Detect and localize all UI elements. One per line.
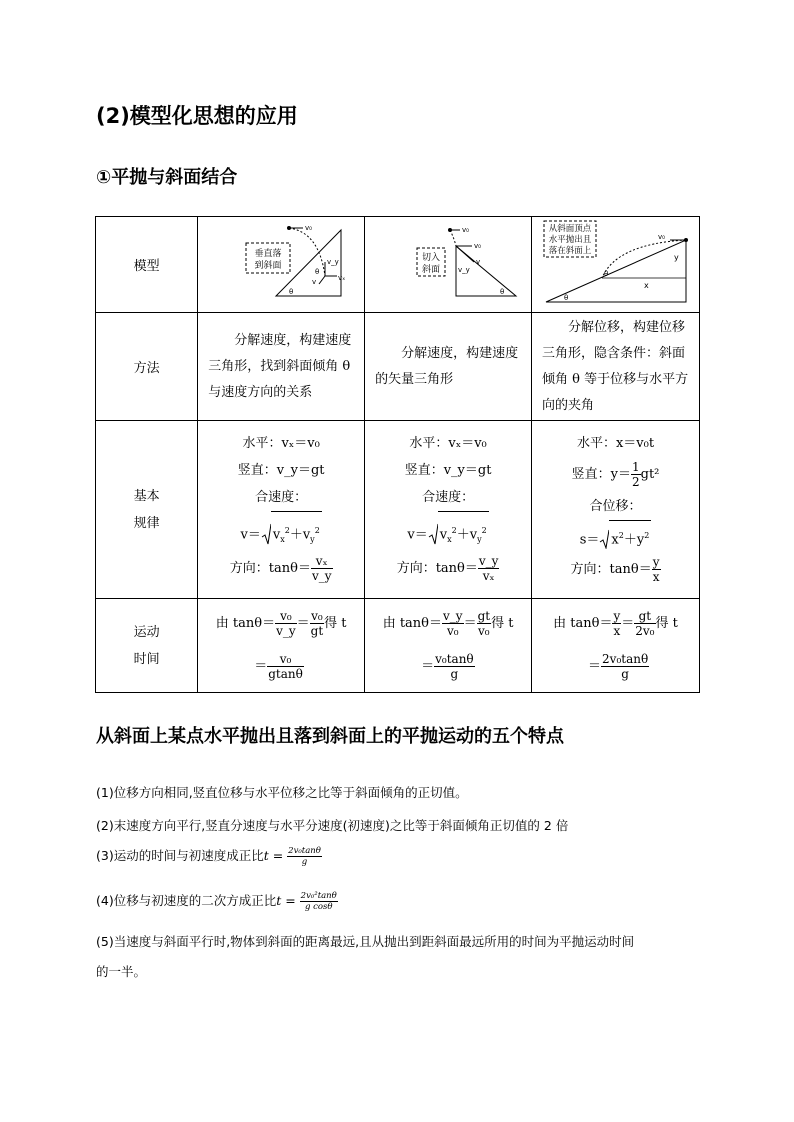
diagram-2-label-line-2: 斜面 (422, 264, 441, 275)
time-label-line-1: 运动 (133, 624, 160, 640)
row-label-law (96, 421, 198, 599)
section-heading: (2)模型化思想的应用 (96, 104, 298, 128)
feature-4-den: g cosθ (304, 902, 333, 912)
diagram-1-v: v (312, 277, 317, 286)
time-3-f2-den: 2v₀ (635, 623, 655, 638)
feature-4-eq: = (281, 893, 300, 908)
diagram-2-vy: v_y (458, 265, 470, 274)
law-1-dir-den: v_y (311, 569, 332, 583)
time-1-result-num: v₀ (267, 652, 304, 667)
time-2-result (365, 645, 531, 689)
time-3-f1-den: x (613, 623, 621, 638)
method-text-1: 分解速度，构建速度三角形，找到斜面倾角 θ 与速度方向的关系 (208, 332, 352, 400)
law-1-direction (198, 549, 364, 589)
diagram-2-label-line-1: 切入 (422, 252, 441, 263)
time-2-result-den: g (450, 666, 459, 681)
row-label-method: 方法 (96, 313, 198, 421)
feature-5-line-2: 的一半。 (96, 964, 147, 979)
time-2-prefix: 由 tanθ＝ (382, 615, 442, 631)
time-3-result (532, 645, 699, 689)
law-2-vertical: 竖直：v_y＝gt (404, 463, 492, 478)
time-3-result-num: 2v₀tanθ (602, 651, 649, 666)
feature-3-eq: = (268, 848, 288, 863)
method-cell-2 (365, 313, 532, 421)
law-3-dir-den: x (652, 569, 660, 584)
law-2-combined-label: 合速度： (422, 490, 475, 505)
diagram-2-vx: v₀ (474, 241, 482, 250)
time-3-f2-num: gt (634, 609, 655, 624)
time-1-eq: ＝ (254, 658, 268, 674)
law-3-combined-label: 合位移： (589, 498, 642, 514)
law-3-dir-num: y (652, 554, 660, 569)
diagram-1-v0: v₀ (305, 223, 313, 232)
time-1-f1-den: v_y (276, 623, 296, 638)
law-3-half-den: 2 (631, 474, 640, 489)
feature-3 (96, 846, 322, 867)
row-label-model: 模型 (96, 217, 198, 313)
law-3-half-num: 1 (631, 459, 640, 474)
feature-2: (2)末速度方向平行,竖直分速度与水平分速度(初速度)之比等于斜面倾角正切值的 2 倍 (96, 818, 569, 833)
method-text-2: 分解速度，构建速度的矢量三角形 (375, 345, 519, 387)
table-row-time (96, 599, 700, 693)
feature-4-text: (4)位移与初速度的二次方成正比 (96, 893, 277, 908)
law-3-horizontal: 水平：x＝v₀t (576, 435, 655, 451)
law-2-dir-prefix: 方向：tanθ＝ (396, 561, 478, 576)
diagram-cell-1 (198, 217, 365, 313)
row-label-time (96, 599, 198, 693)
time-1-suffix: 得 t (324, 615, 347, 631)
time-1-f2-den: gt (310, 623, 324, 638)
law-label-line-1: 基本 (133, 488, 160, 504)
time-2-f2-num: gt (477, 608, 491, 623)
law-3-s-prefix: s＝ (579, 531, 600, 547)
diagram-1-vy: v_y (327, 257, 339, 266)
law-1-v-prefix: v＝ (240, 527, 261, 543)
law-cell-3 (532, 421, 700, 599)
time-1-f2-num: v₀ (311, 608, 323, 623)
diagram-1-theta-top: θ (315, 267, 320, 276)
time-2-relation: 由 tanθ＝ $\frac{v\_y}{\text{v₀}}$ ＝ $\frac{gt}{\text{v₀}}$ 得 t (382, 608, 514, 638)
method-text-3: 分解位移，构建位移三角形，隐含条件：斜面倾角 θ 等于位移与水平方向的夹角 (542, 319, 689, 413)
feature-3-num: 2v₀tanθ (288, 846, 321, 856)
time-3-prefix: 由 tanθ＝ (553, 615, 613, 631)
feature-4 (96, 891, 338, 912)
time-3-f1-num: y (613, 608, 621, 623)
time-label-line-2: 时间 (133, 651, 160, 667)
feature-5-line-1: (5)当速度与斜面平行时,物体到斜面的距离最远,且从抛出到距斜面最远所用的时间为平抛运动时间 (96, 934, 635, 949)
time-3-suffix: 得 t (655, 615, 678, 631)
feature-4-t: t (276, 893, 282, 908)
time-3-relation: 由 tanθ＝ $\frac{y}{x}$ ＝ $\frac{gt}{\text{2v₀}}$ 得 t (553, 608, 678, 638)
diagram-3-theta-mid: θ (603, 269, 608, 278)
table-row-model (96, 217, 700, 313)
diagram-1-label-line-1: 垂直落 (254, 248, 282, 259)
diagram-3-y: y (673, 252, 679, 262)
diagram-3-v0: v₀ (657, 232, 665, 241)
time-2-result-num: v₀tanθ (435, 651, 474, 666)
law-cell-2 (365, 421, 532, 599)
table-row-method (96, 313, 700, 421)
table-row-law (96, 421, 700, 599)
time-1-relation: 由 tanθ＝ $\frac{\text{v₀}}{v\_y}$ ＝ $\frac{\text{v₀}}{gt}$ 得 t (215, 608, 347, 638)
law-1-horizontal: 水平：vₓ＝v₀ (242, 436, 320, 451)
diagram-3-theta-base: θ (563, 293, 568, 302)
diagram-2-v: v (476, 257, 481, 266)
time-1-result-den: gtanθ (268, 666, 303, 681)
feature-3-text: (3)运动的时间与初速度成正比 (96, 848, 264, 863)
law-1-combined-label: 合速度： (255, 490, 308, 505)
perpendicular-landing-diagram (201, 218, 361, 308)
law-3-direction (532, 550, 699, 590)
features-title: 从斜面上某点水平抛出且落到斜面上的平抛运动的五个特点 (96, 726, 564, 747)
diagram-1-theta-base: θ (289, 287, 294, 296)
time-2-f2-den: v₀ (478, 623, 490, 638)
law-3-dir-prefix: 方向：tanθ＝ (570, 561, 652, 577)
law-1-dir-num: vₓ (311, 554, 333, 569)
sub-heading: ①平抛与斜面结合 (96, 167, 238, 188)
method-cell-3 (532, 313, 700, 421)
law-2-dir-den: vₓ (482, 569, 495, 583)
diagram-1-label-line-2: 到斜面 (254, 260, 282, 271)
time-cell-3 (532, 599, 700, 693)
feature-1: (1)位移方向相同,竖直位移与水平位移之比等于斜面倾角的正切值。 (96, 785, 468, 800)
law-label-line-2: 规律 (133, 515, 160, 531)
time-2-eq: ＝ (421, 658, 435, 674)
tangent-entry-diagram (368, 218, 528, 308)
law-2-direction (365, 549, 531, 589)
time-3-result-den: g (621, 666, 629, 681)
time-cell-1 (198, 599, 365, 693)
law-3-vertical-prefix: 竖直：y＝ (571, 466, 631, 482)
diagram-2-theta: θ (500, 287, 505, 296)
time-1-f1-num: v₀ (275, 609, 297, 624)
law-1-speed: $v= v_x^2+v_y^2$ (198, 511, 364, 549)
time-cell-2 (365, 599, 532, 693)
diagram-3-label-line-2: 水平抛出且 (548, 234, 591, 245)
law-2-horizontal: 水平：vₓ＝v₀ (409, 436, 487, 451)
law-2-speed: $v= v_x^2+v_y^2$ (365, 511, 531, 549)
law-2-v-prefix: v＝ (407, 527, 428, 543)
law-3-vertical (532, 457, 699, 493)
diagram-cell-2 (365, 217, 532, 313)
law-cell-1 (198, 421, 365, 599)
time-1-result (198, 645, 364, 689)
feature-4-num: 2v₀²tanθ (300, 891, 337, 901)
feature-3-t: t (263, 848, 269, 863)
time-2-suffix: 得 t (491, 615, 514, 631)
feature-3-den: g (301, 857, 308, 867)
law-3-vertical-suffix: gt² (640, 466, 660, 482)
top-launch-diagram (536, 218, 696, 308)
time-2-f1-den: v₀ (446, 623, 459, 638)
law-2-dir-num: v_y (478, 554, 499, 568)
diagram-3-label-line-3: 落在斜面上 (548, 245, 591, 256)
method-cell-1 (198, 313, 365, 421)
time-1-prefix: 由 tanθ＝ (215, 615, 276, 631)
model-table (95, 216, 700, 693)
diagram-2-v0-label: v₀ (462, 225, 470, 234)
diagram-1-vx: vₓ (338, 273, 346, 282)
diagram-3-label-line-1: 从斜面顶点 (548, 223, 591, 234)
diagram-3-x: x (643, 280, 649, 290)
law-1-vertical: 竖直：v_y＝gt (237, 463, 325, 478)
time-2-f1-num: v_y (443, 608, 463, 623)
law-3-displacement: $s= x^2+y^2$ (532, 520, 699, 550)
law-1-dir-prefix: 方向：tanθ＝ (229, 561, 311, 576)
time-3-eq: ＝ (588, 658, 602, 674)
diagram-cell-3 (532, 217, 700, 313)
